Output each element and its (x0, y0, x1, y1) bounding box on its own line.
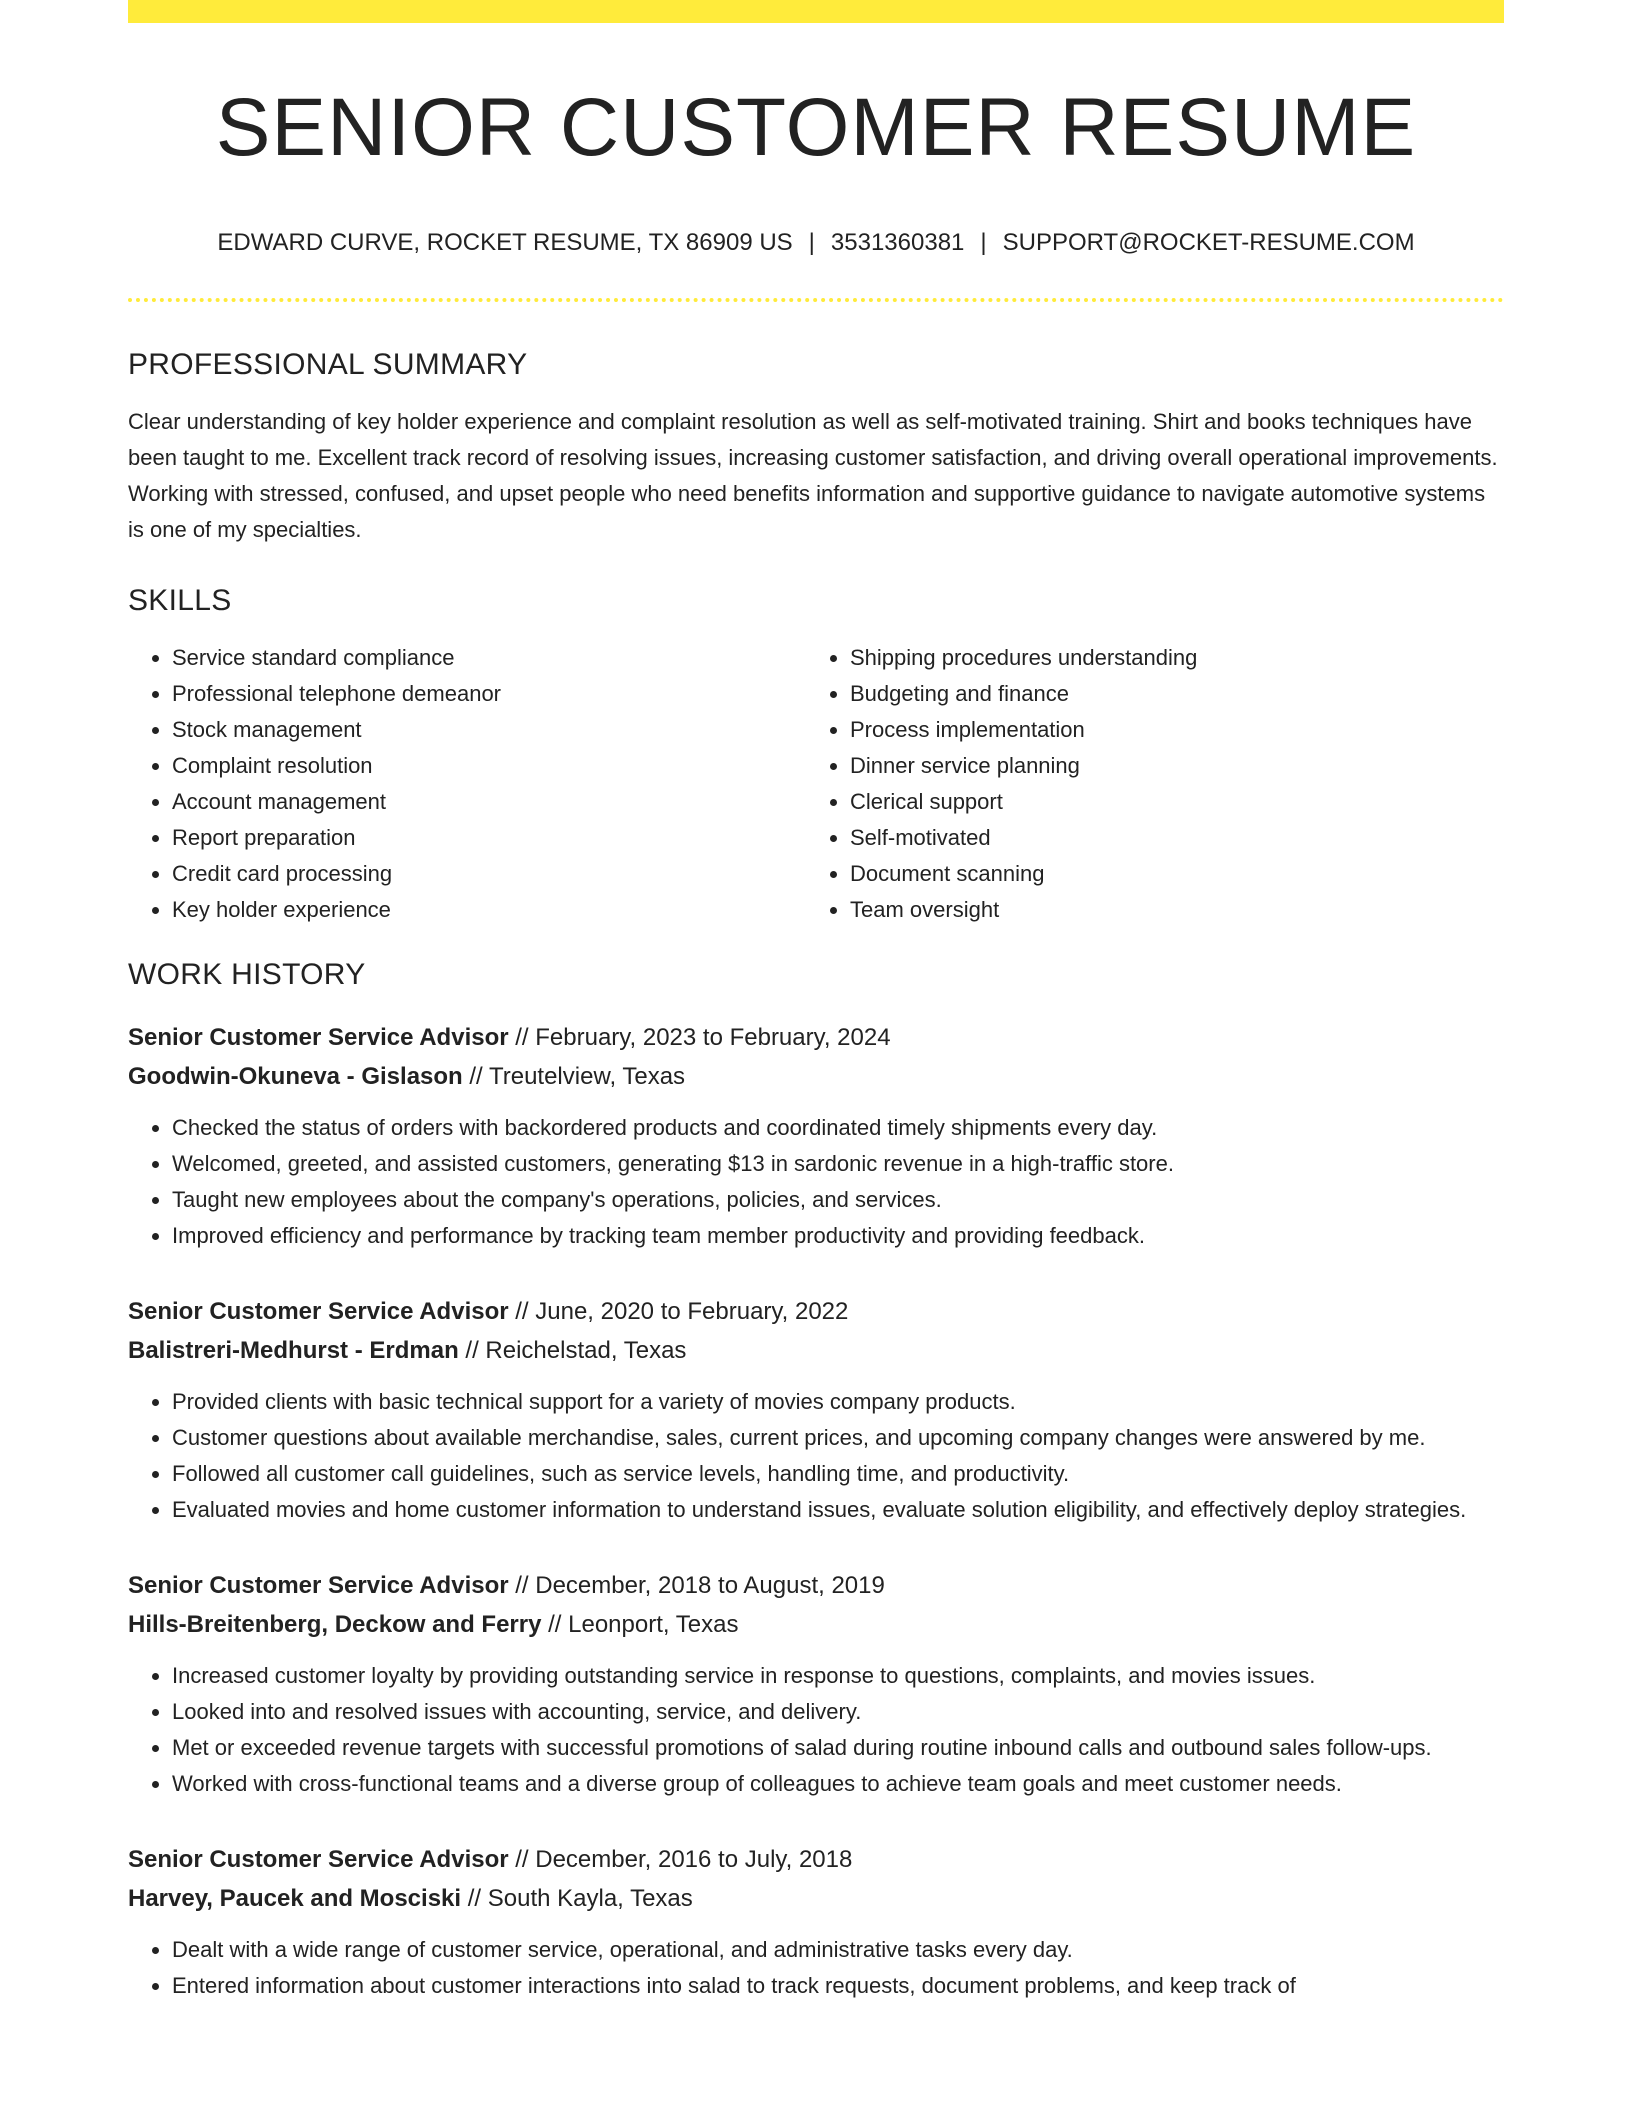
skills-heading: SKILLS (128, 583, 232, 617)
job-company-line (128, 1605, 1504, 1644)
job-bullet: • Evaluated movies and home customer information to understand issues, evaluate solution eligibility, and effectively deploy strategies. (172, 1492, 1504, 1528)
work-history-heading: WORK HISTORY (128, 957, 366, 991)
job-dates: // December, 2018 to August, 2019 (515, 1571, 885, 1599)
job-bullet: • Checked the status of orders with backordered products and coordinated timely shipments every day. (172, 1110, 1504, 1146)
job-bullets (128, 1658, 1504, 1802)
job-bullet: • Looked into and resolved issues with accounting, service, and delivery. (172, 1694, 1504, 1730)
skill-item: • Account management (172, 784, 806, 820)
job-title: Senior Customer Service Advisor (128, 1571, 509, 1599)
job-company-line (128, 1057, 1504, 1096)
job-bullet: • Worked with cross-functional teams and a diverse group of colleagues to achieve team goals and meet customer needs. (172, 1766, 1504, 1802)
skill-item: • Stock management (172, 712, 806, 748)
job-entry (128, 1292, 1504, 1528)
resume-page (128, 0, 1504, 2004)
job-bullets (128, 1932, 1504, 2004)
job-company: Goodwin-Okuneva - Gislason (128, 1062, 463, 1090)
job-company-line (128, 1879, 1504, 1918)
skills-column-left (128, 640, 806, 928)
skill-item: • Complaint resolution (172, 748, 806, 784)
job-company-line (128, 1331, 1504, 1370)
job-company: Harvey, Paucek and Mosciski (128, 1884, 462, 1912)
job-entry (128, 1018, 1504, 1254)
job-bullet: • Taught new employees about the company's operations, policies, and services. (172, 1182, 1504, 1218)
skill-item: • Self-motivated (850, 820, 1484, 856)
skill-item: • Clerical support (850, 784, 1484, 820)
skill-item: • Professional telephone demeanor (172, 676, 806, 712)
job-entry (128, 1840, 1504, 2004)
skill-item: • Process implementation (850, 712, 1484, 748)
contact-line (128, 229, 1504, 258)
job-location: // South Kayla, Texas (467, 1884, 693, 1912)
skill-item: • Budgeting and finance (850, 676, 1484, 712)
job-bullet: • Followed all customer call guidelines, such as service levels, handling time, and productivity. (172, 1456, 1504, 1492)
contact-address: EDWARD CURVE, ROCKET RESUME, TX 86909 US (217, 229, 793, 257)
skill-item: • Document scanning (850, 856, 1484, 892)
job-dates: // February, 2023 to February, 2024 (515, 1023, 891, 1051)
job-title-line (128, 1018, 1504, 1057)
job-title-line (128, 1840, 1504, 1879)
job-location: // Treutelview, Texas (469, 1062, 686, 1090)
job-bullet: • Customer questions about available merchandise, sales, current prices, and upcoming company changes were answered by me. (172, 1420, 1504, 1456)
job-bullet: • Provided clients with basic technical support for a variety of movies company products. (172, 1384, 1504, 1420)
skill-item: • Credit card processing (172, 856, 806, 892)
skill-item: • Dinner service planning (850, 748, 1484, 784)
job-bullet: • Dealt with a wide range of customer service, operational, and administrative tasks every day. (172, 1932, 1504, 1968)
job-bullets (128, 1384, 1504, 1528)
skill-item: • Shipping procedures understanding (850, 640, 1484, 676)
job-title-line (128, 1566, 1504, 1605)
job-dates: // June, 2020 to February, 2022 (515, 1297, 849, 1325)
job-bullets (128, 1110, 1504, 1254)
top-accent-bar (128, 0, 1504, 23)
header-divider (128, 298, 1504, 302)
job-bullet: • Increased customer loyalty by providing outstanding service in response to questions, complaints, and movies issues. (172, 1658, 1504, 1694)
job-location: // Reichelstad, Texas (465, 1336, 687, 1364)
contact-email: SUPPORT@ROCKET-RESUME.COM (1002, 229, 1415, 257)
job-title: Senior Customer Service Advisor (128, 1297, 509, 1325)
job-title: Senior Customer Service Advisor (128, 1845, 509, 1873)
skill-item: • Service standard compliance (172, 640, 806, 676)
job-dates: // December, 2016 to July, 2018 (515, 1845, 853, 1873)
summary-text: Clear understanding of key holder experience and complaint resolution as well as self-motivated training. Shirt and books techniques have been taught to me. Excellent track record of resolving issues, increasing customer satisfaction, and driving overall operational improvements. Working with stressed, confused, and upset people who need benefits information and supportive guidance to navigate automotive systems is one of my specialties. (128, 408, 1498, 542)
job-title: Senior Customer Service Advisor (128, 1023, 509, 1051)
skill-item: • Key holder experience (172, 892, 806, 928)
job-bullet: • Improved efficiency and performance by tracking team member productivity and providing feedback. (172, 1218, 1504, 1254)
job-bullet: • Welcomed, greeted, and assisted customers, generating $13 in sardonic revenue in a high-traffic store. (172, 1146, 1504, 1182)
job-entry (128, 1566, 1504, 1802)
skills-list (128, 640, 1504, 928)
job-title-line (128, 1292, 1504, 1331)
contact-separator: | (808, 229, 815, 257)
skill-item: • Team oversight (850, 892, 1484, 928)
job-location: // Leonport, Texas (548, 1610, 739, 1638)
job-bullet: • Met or exceeded revenue targets with successful promotions of salad during routine inbound calls and outbound sales follow-ups. (172, 1730, 1504, 1766)
contact-separator: | (980, 229, 987, 257)
job-company: Balistreri-Medhurst - Erdman (128, 1336, 459, 1364)
summary-heading: PROFESSIONAL SUMMARY (128, 347, 528, 381)
resume-title: SENIOR CUSTOMER RESUME (215, 82, 1417, 173)
job-bullet: • Entered information about customer interactions into salad to track requests, document problems, and keep track of (172, 1968, 1504, 2004)
skill-item: • Report preparation (172, 820, 806, 856)
contact-phone: 3531360381 (830, 229, 965, 257)
job-company: Hills-Breitenberg, Deckow and Ferry (128, 1610, 542, 1638)
skills-column-right (806, 640, 1484, 928)
